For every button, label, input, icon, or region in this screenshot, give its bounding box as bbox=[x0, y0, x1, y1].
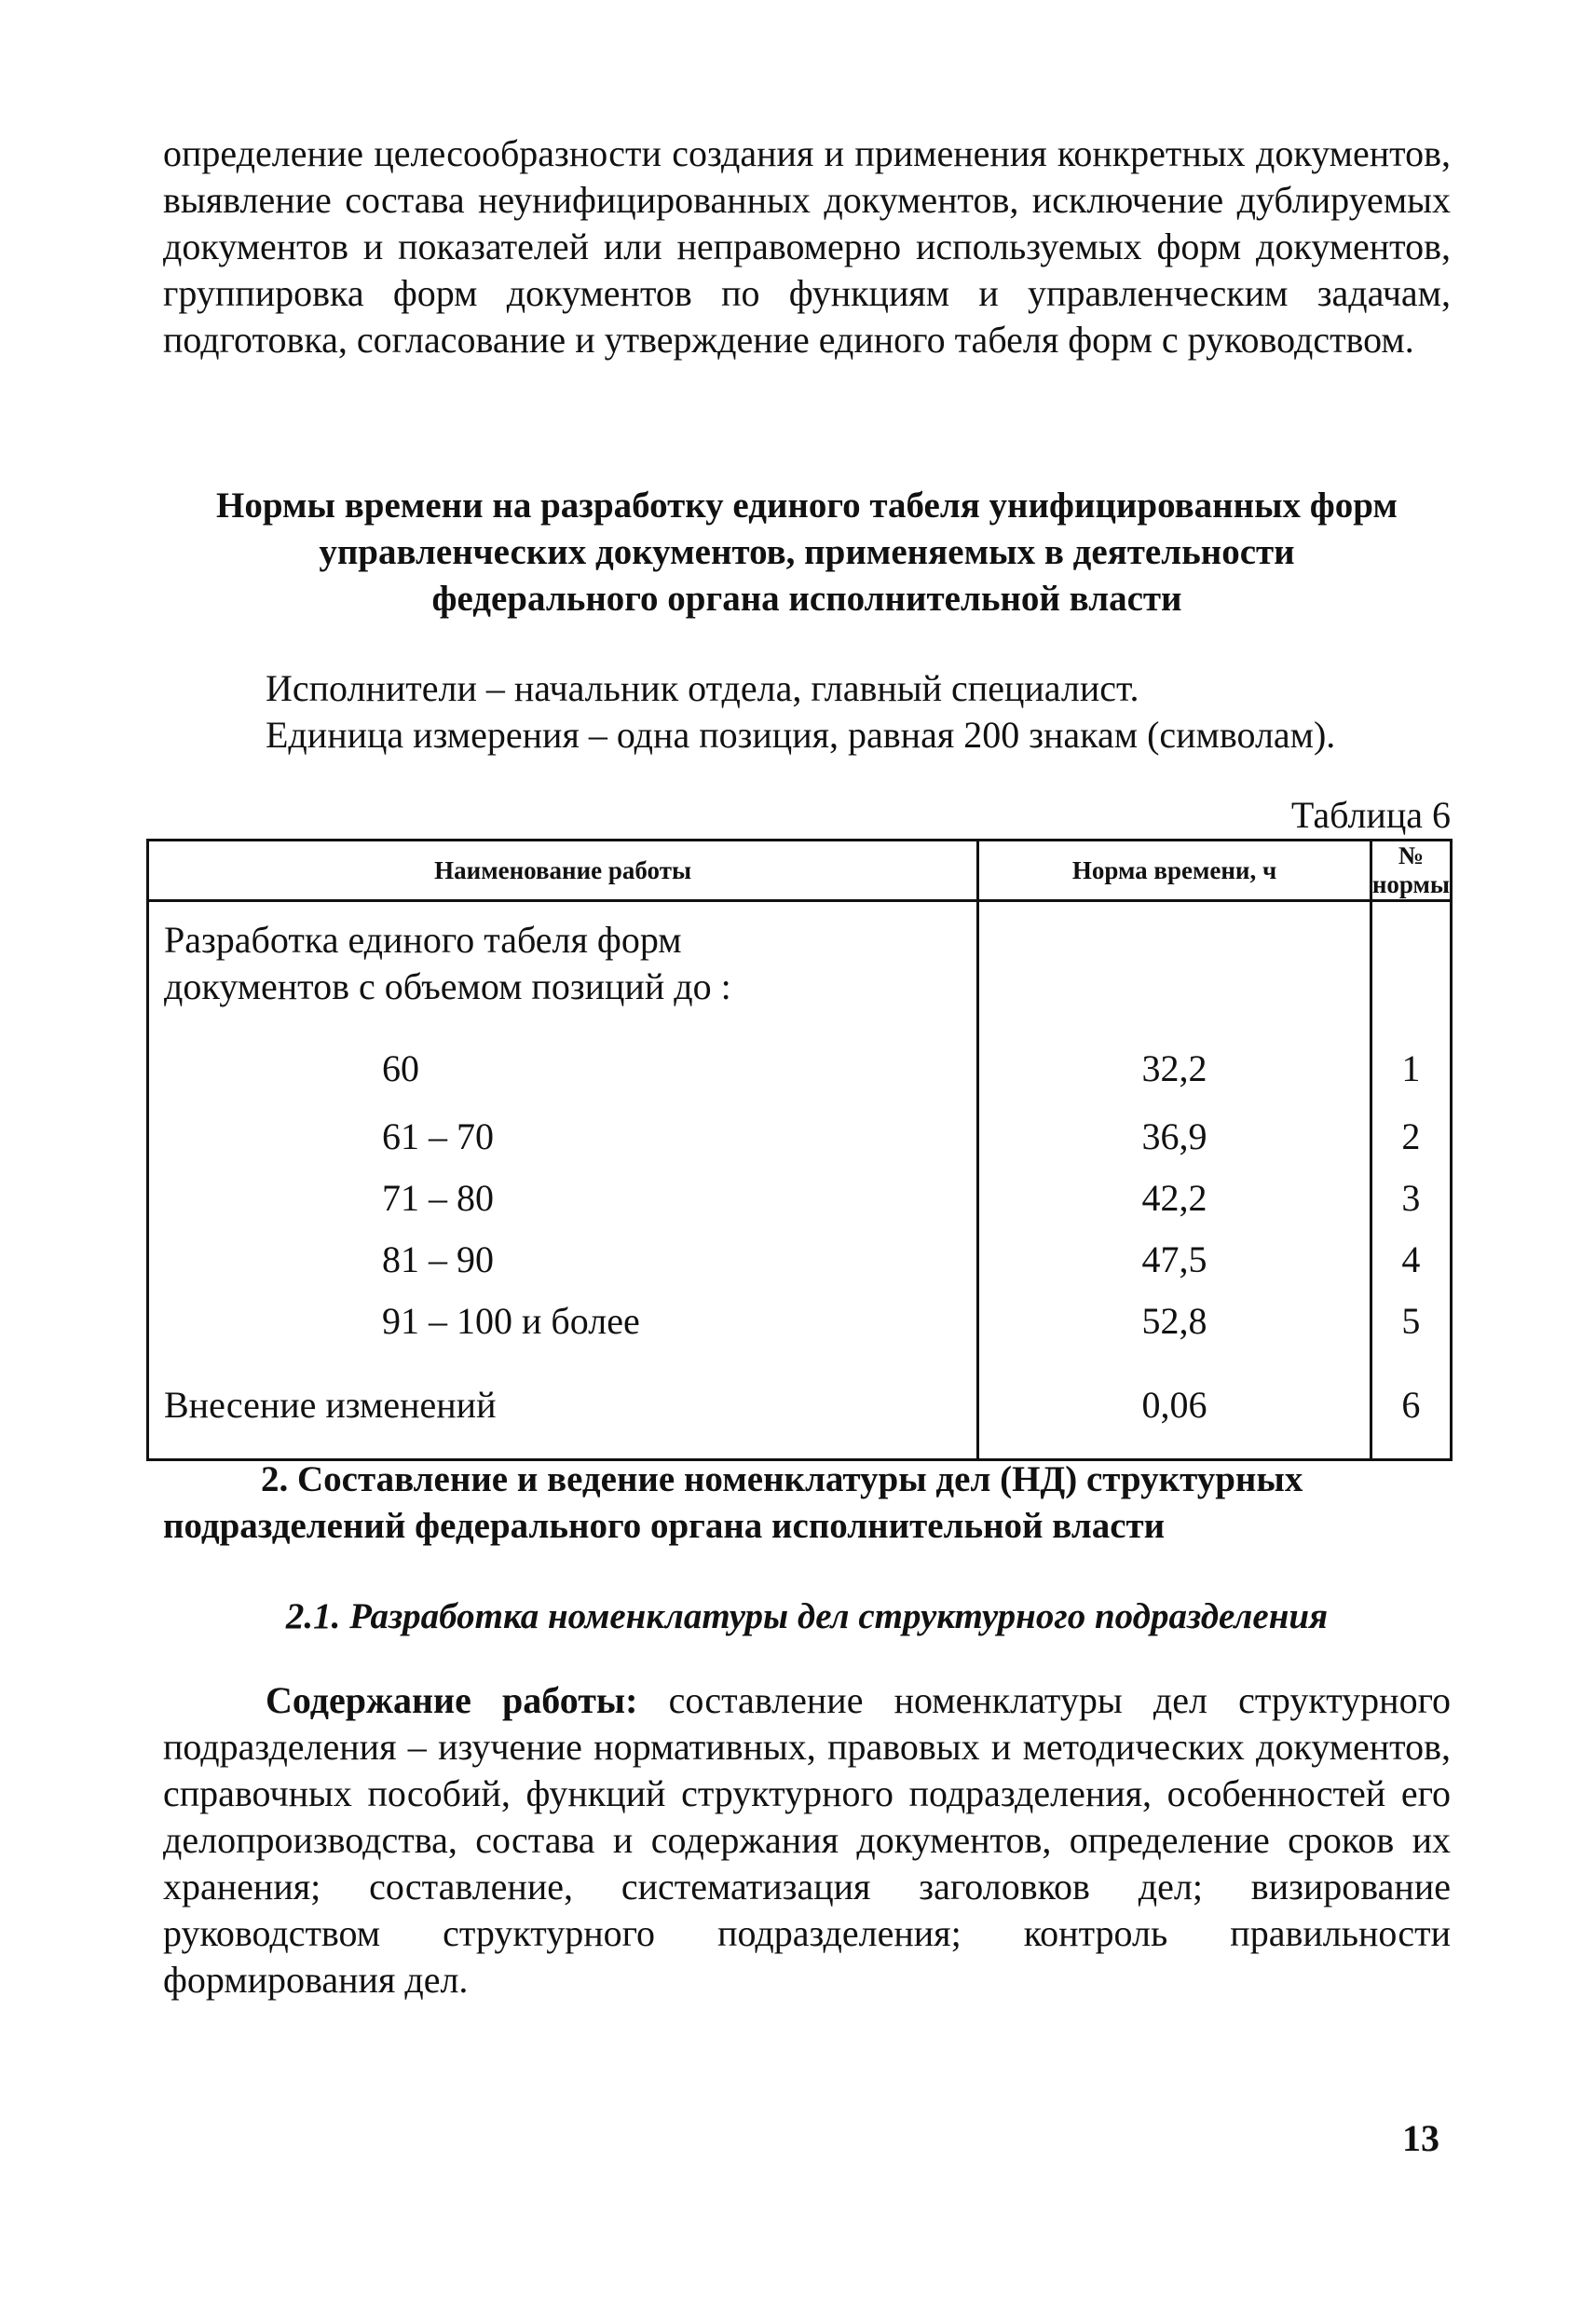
norms-table bbox=[146, 839, 1453, 1461]
changes-time-cell: 0,06 bbox=[978, 1351, 1371, 1460]
range-cell: 91 – 100 и более bbox=[148, 1290, 978, 1351]
content-lead: Содержание работы: bbox=[266, 1679, 638, 1721]
table-row-description bbox=[148, 901, 1452, 1032]
table-caption: Таблица 6 bbox=[1290, 794, 1451, 836]
norm-number-cell: 4 bbox=[1371, 1228, 1451, 1290]
time-cell: 42,2 bbox=[978, 1167, 1371, 1228]
empty-number-cell bbox=[1371, 901, 1451, 1032]
range-cell: 81 – 90 bbox=[148, 1228, 978, 1290]
norm-number-cell: 2 bbox=[1371, 1105, 1451, 1167]
norm-number-cell: 5 bbox=[1371, 1290, 1451, 1351]
norms-heading-line-1: Нормы времени на разработку единого табеля унифицированных форм bbox=[216, 485, 1398, 526]
section-heading-line-2: подразделений федерального органа исполнительной власти bbox=[163, 1506, 1166, 1546]
table-row bbox=[148, 1105, 1452, 1167]
executors-block bbox=[266, 665, 1335, 759]
table-header-row bbox=[148, 841, 1452, 901]
header-time-norm: Норма времени, ч bbox=[978, 841, 1371, 901]
content-text: составление номенклатуры дел структурного подразделения – изучение нормативных, правовых и методических документов, справочных пособий, функций структурного подразделения, особенностей его делопроизводства, состава и содержания документов, определение сроков их хранения; составление, систематизация заголовков дел; визирование руководством структурного подразделения; контроль правильности формирования дел. bbox=[163, 1679, 1451, 2001]
norm-number-cell: 3 bbox=[1371, 1167, 1451, 1228]
header-norm-number: № нормы bbox=[1371, 841, 1451, 901]
range-cell: 71 – 80 bbox=[148, 1167, 978, 1228]
range-cell: 61 – 70 bbox=[148, 1105, 978, 1167]
work-description-line-2: документов с объемом позиций до : bbox=[164, 965, 731, 1007]
section-heading bbox=[163, 1456, 1451, 1550]
time-cell: 36,9 bbox=[978, 1105, 1371, 1167]
section-heading-line-1: 2. Составление и ведение номенклатуры дел (НД) структурных bbox=[261, 1459, 1303, 1499]
content-paragraph bbox=[163, 1677, 1451, 2003]
page-number: 13 bbox=[1402, 2117, 1439, 2159]
work-description-cell bbox=[148, 901, 978, 1032]
range-cell: 60 bbox=[148, 1031, 978, 1105]
empty-time-cell bbox=[978, 901, 1371, 1032]
time-cell: 47,5 bbox=[978, 1228, 1371, 1290]
norms-heading-line-3: федерального органа исполнительной власти bbox=[431, 579, 1182, 619]
time-cell: 32,2 bbox=[978, 1031, 1371, 1105]
header-work-name: Наименование работы bbox=[148, 841, 978, 901]
table-row bbox=[148, 1228, 1452, 1290]
changes-number-cell: 6 bbox=[1371, 1351, 1451, 1460]
norms-heading-line-2: управленческих документов, применяемых в деятельности bbox=[319, 532, 1295, 572]
table-row bbox=[148, 1167, 1452, 1228]
table-row bbox=[148, 1031, 1452, 1105]
work-description-line-1: Разработка единого табеля форм bbox=[164, 919, 682, 961]
executors-line: Исполнители – начальник отдела, главный специалист. bbox=[266, 667, 1139, 709]
changes-name-cell: Внесение изменений bbox=[148, 1351, 978, 1460]
unit-line: Единица измерения – одна позиция, равная 200 знакам (символам). bbox=[266, 714, 1336, 756]
norms-heading bbox=[163, 483, 1451, 622]
subsection-heading: 2.1. Разработка номенклатуры дел структурного подразделения bbox=[285, 1596, 1329, 1636]
intro-paragraph: определение целесообразности создания и применения конкретных документов, выявление состава неунифицированных документов, исключение дублируемых документов и показателей или неправомерно используемых форм документов, группировка форм документов по функциям и управленческим задачам, подготовка, согласование и утверждение единого табеля форм с руководством. bbox=[163, 132, 1451, 361]
table-row bbox=[148, 1290, 1452, 1351]
norm-number-cell: 1 bbox=[1371, 1031, 1451, 1105]
time-cell: 52,8 bbox=[978, 1290, 1371, 1351]
table-row-changes bbox=[148, 1351, 1452, 1460]
